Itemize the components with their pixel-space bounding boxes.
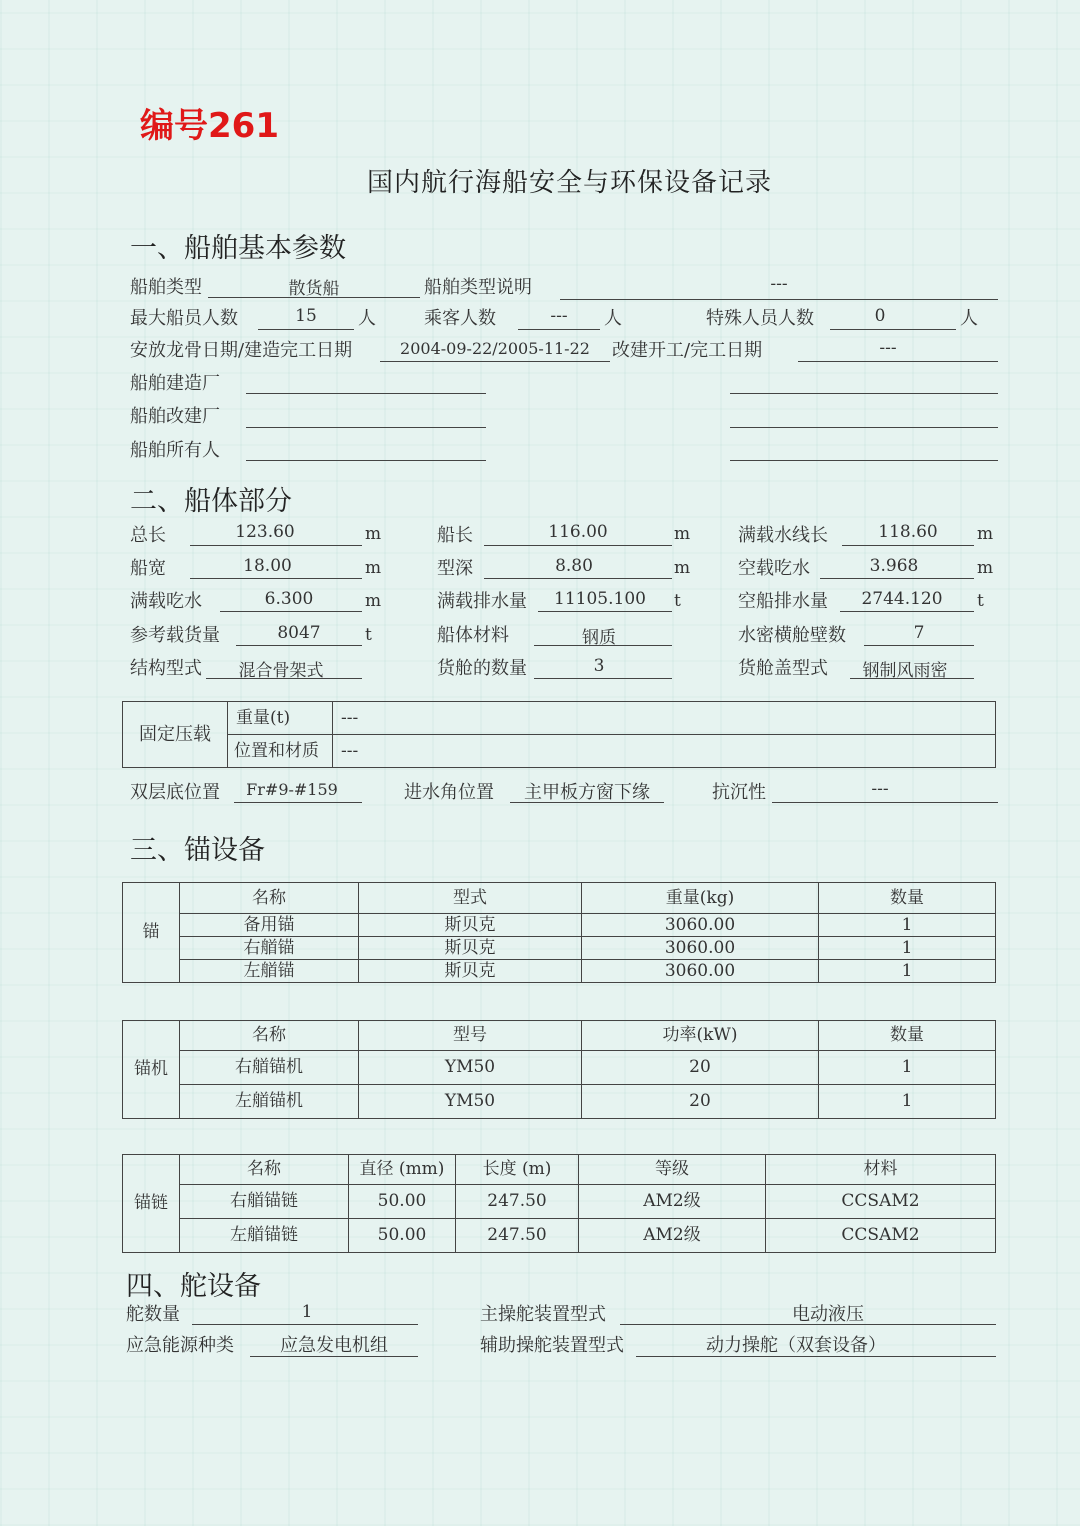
special-underline (830, 329, 956, 330)
rebuild-date-underline (798, 361, 998, 362)
anchor-type: 斯贝克 (359, 914, 582, 937)
windlass-name: 右艏锚机 (180, 1051, 359, 1085)
hatch-value: 钢制风雨密 (862, 661, 948, 681)
windlass-power: 20 (582, 1051, 819, 1085)
windlass-header-name: 名称 (180, 1021, 359, 1051)
windlass-header-power: 功率(kW) (582, 1021, 819, 1051)
table-row (123, 1051, 996, 1085)
anchor-header-qty: 数量 (819, 883, 996, 914)
ship-type-desc-label: 船舶类型说明 (424, 277, 532, 298)
anchor-name: 左艏锚 (180, 960, 359, 983)
ship-type-label: 船舶类型 (130, 277, 202, 298)
aux-steering-label: 辅助操舵装置型式 (480, 1335, 624, 1356)
chain-length: 247.50 (456, 1185, 579, 1219)
chain-material: CCSAM2 (766, 1185, 996, 1219)
flood-angle-value: 主甲板方窗下缘 (524, 782, 650, 803)
depth-label: 型深 (437, 558, 473, 579)
special-value: 0 (874, 306, 886, 326)
light-disp-label: 空船排水量 (738, 591, 828, 612)
windlass-header-model: 型号 (359, 1021, 582, 1051)
loa-label: 总长 (130, 525, 166, 546)
structure-value: 混合骨架式 (238, 661, 324, 681)
anchor-weight: 3060.00 (582, 914, 819, 937)
chain-diameter: 50.00 (349, 1185, 456, 1219)
builder-underline (246, 393, 486, 394)
full-disp-value: 11105.100 (554, 589, 646, 609)
table-row (123, 1185, 996, 1219)
structure-label: 结构型式 (130, 658, 202, 679)
table-row (123, 1219, 996, 1253)
anchor-qty: 1 (819, 914, 996, 937)
anchor-qty: 1 (819, 937, 996, 960)
windlass-qty: 1 (819, 1085, 996, 1119)
chain-grade: AM2级 (579, 1219, 766, 1253)
loa-underline (190, 545, 362, 546)
double-bottom-value: Fr#9-#159 (246, 780, 338, 799)
keel-date-underline (380, 361, 610, 362)
windlass-model: YM50 (359, 1051, 582, 1085)
section-heading-basic: 一、船舶基本参数 (130, 233, 346, 264)
material-label: 船体材料 (437, 625, 509, 646)
ship-type-desc-value: --- (770, 274, 788, 294)
unit-m: m (674, 524, 691, 544)
rudder-count-value: 1 (301, 1302, 313, 1322)
max-crew-value: 15 (295, 306, 317, 326)
chain-header-material: 材料 (766, 1155, 996, 1185)
section-heading-rudder: 四、舵设备 (126, 1271, 261, 1302)
ballast-position-label: 位置和材质 (228, 735, 333, 768)
anchor-chain-table (122, 1154, 996, 1253)
depth-underline (484, 578, 672, 579)
chain-group-label: 锚链 (123, 1155, 180, 1253)
passengers-label: 乘客人数 (424, 308, 496, 329)
max-crew-underline (258, 329, 354, 330)
unsinkable-label: 抗沉性 (712, 782, 766, 803)
rebuilder-label: 船舶改建厂 (130, 406, 220, 427)
chain-diameter: 50.00 (349, 1219, 456, 1253)
light-disp-value: 2744.120 (861, 589, 943, 609)
full-disp-underline (538, 611, 672, 612)
bulkheads-value: 7 (913, 623, 925, 643)
main-steering-label: 主操舵装置型式 (480, 1304, 606, 1325)
passengers-value: --- (550, 306, 568, 326)
bulkheads-label: 水密横舱壁数 (738, 625, 846, 646)
builder-label: 船舶建造厂 (130, 373, 220, 394)
emergency-power-value: 应急发电机组 (280, 1335, 388, 1356)
dwt-label: 参考载货量 (130, 625, 220, 646)
lbp-label: 船长 (437, 525, 473, 546)
rudder-count-underline (192, 1324, 418, 1325)
table-row (123, 914, 996, 937)
table-row (123, 1085, 996, 1119)
hatch-label: 货舱盖型式 (738, 658, 828, 679)
owner-underline-2 (730, 460, 998, 461)
light-draft-underline (820, 578, 974, 579)
anchor-header-type: 型式 (359, 883, 582, 914)
lbp-underline (484, 545, 672, 546)
lbp-value: 116.00 (548, 522, 608, 542)
light-draft-value: 3.968 (869, 556, 919, 576)
ballast-weight-value: --- (333, 702, 996, 735)
table-row (123, 960, 996, 983)
ship-type-value: 散货船 (288, 279, 340, 299)
anchor-type: 斯贝克 (359, 937, 582, 960)
beam-underline (190, 578, 362, 579)
unit-m: m (365, 558, 382, 578)
anchor-qty: 1 (819, 960, 996, 983)
unit-m: m (365, 524, 382, 544)
lwl-value: 118.60 (878, 522, 938, 542)
aux-steering-value: 动力操舵（双套设备） (706, 1335, 886, 1356)
windlass-group-label: 锚机 (123, 1021, 180, 1119)
section-heading-anchor: 三、锚设备 (130, 835, 265, 866)
document-number: 编号261 (140, 106, 279, 146)
person-unit: 人 (358, 308, 376, 329)
builder-underline-2 (730, 393, 998, 394)
unsinkable-underline (772, 802, 998, 803)
anchor-name: 备用锚 (180, 914, 359, 937)
unit-m: m (674, 558, 691, 578)
depth-value: 8.80 (555, 556, 593, 576)
chain-length: 247.50 (456, 1219, 579, 1253)
windlass-qty: 1 (819, 1051, 996, 1085)
windlass-model: YM50 (359, 1085, 582, 1119)
special-label: 特殊人员人数 (706, 308, 814, 329)
double-bottom-underline (234, 802, 362, 803)
windlass-table (122, 1020, 996, 1119)
person-unit: 人 (960, 308, 978, 329)
unit-m: m (977, 558, 994, 578)
fixed-ballast-table (122, 701, 996, 768)
dwt-value: 8047 (277, 623, 321, 643)
rebuild-date-label: 改建开工/完工日期 (612, 340, 763, 361)
beam-label: 船宽 (130, 558, 166, 579)
anchor-group-label: 锚 (123, 883, 180, 983)
full-draft-underline (220, 611, 362, 612)
dwt-underline (236, 645, 362, 646)
passengers-underline (518, 329, 600, 330)
anchor-weight: 3060.00 (582, 960, 819, 983)
ship-type-desc-underline (560, 299, 998, 300)
person-unit: 人 (604, 308, 622, 329)
holds-label: 货舱的数量 (437, 658, 527, 679)
chain-header-length: 长度 (m) (456, 1155, 579, 1185)
loa-value: 123.60 (235, 522, 295, 542)
unsinkable-value: --- (871, 779, 889, 799)
anchor-table (122, 882, 996, 983)
chain-name: 右艏锚链 (180, 1185, 349, 1219)
rebuild-date-value: --- (879, 338, 897, 358)
flood-angle-label: 进水角位置 (404, 782, 494, 803)
chain-material: CCSAM2 (766, 1219, 996, 1253)
anchor-name: 右艏锚 (180, 937, 359, 960)
unit-m: m (365, 591, 382, 611)
lwl-label: 满载水线长 (738, 525, 828, 546)
unit-t: t (365, 625, 372, 645)
main-steering-value: 电动液压 (792, 1304, 864, 1325)
document-title: 国内航行海船安全与环保设备记录 (367, 168, 773, 198)
anchor-header-weight: 重量(kg) (582, 883, 819, 914)
emergency-power-label: 应急能源种类 (126, 1335, 234, 1356)
lwl-underline (842, 545, 974, 546)
anchor-header-name: 名称 (180, 883, 359, 914)
light-disp-underline (840, 611, 974, 612)
bulkheads-underline (864, 645, 974, 646)
material-value: 钢质 (582, 628, 616, 648)
unit-t: t (674, 591, 681, 611)
keel-date-value: 2004-09-22/2005-11-22 (400, 339, 590, 358)
ballast-weight-label: 重量(t) (228, 702, 333, 735)
max-crew-label: 最大船员人数 (130, 308, 238, 329)
windlass-name: 左艏锚机 (180, 1085, 359, 1119)
full-draft-label: 满载吃水 (130, 591, 202, 612)
chain-header-grade: 等级 (579, 1155, 766, 1185)
chain-header-diameter: 直径 (mm) (349, 1155, 456, 1185)
windlass-power: 20 (582, 1085, 819, 1119)
double-bottom-label: 双层底位置 (130, 782, 220, 803)
chain-header-name: 名称 (180, 1155, 349, 1185)
unit-t: t (977, 591, 984, 611)
rebuilder-underline-2 (730, 427, 998, 428)
anchor-weight: 3060.00 (582, 937, 819, 960)
ballast-position-value: --- (333, 735, 996, 768)
rebuilder-underline (246, 427, 486, 428)
beam-value: 18.00 (243, 556, 292, 576)
full-disp-label: 满载排水量 (437, 591, 527, 612)
section-heading-hull: 二、船体部分 (130, 486, 292, 517)
rudder-count-label: 舵数量 (126, 1304, 180, 1325)
ballast-group-label: 固定压载 (123, 702, 228, 768)
chain-name: 左艏锚链 (180, 1219, 349, 1253)
windlass-header-qty: 数量 (819, 1021, 996, 1051)
owner-underline (246, 460, 486, 461)
full-draft-value: 6.300 (264, 589, 314, 609)
chain-grade: AM2级 (579, 1185, 766, 1219)
unit-m: m (977, 524, 994, 544)
holds-underline (534, 678, 672, 679)
light-draft-label: 空载吃水 (738, 558, 810, 579)
owner-label: 船舶所有人 (130, 440, 220, 461)
anchor-type: 斯贝克 (359, 960, 582, 983)
table-row (123, 937, 996, 960)
holds-value: 3 (593, 656, 605, 676)
keel-date-label: 安放龙骨日期/建造完工日期 (130, 340, 353, 361)
